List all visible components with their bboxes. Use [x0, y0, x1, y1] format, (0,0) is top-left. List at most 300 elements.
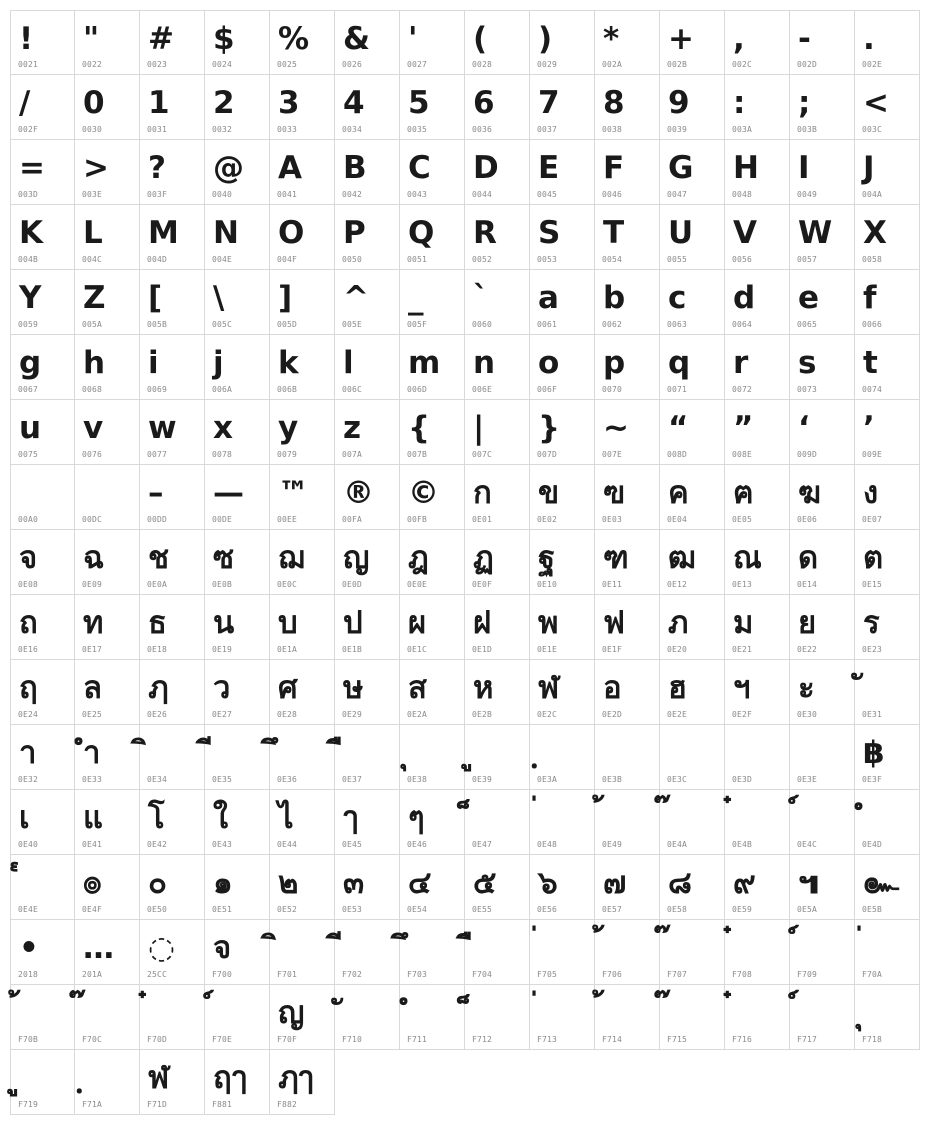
- glyph-cell: [530, 595, 595, 660]
- glyph-codepoint-label: F712: [472, 1035, 493, 1044]
- glyph-sample: p: [603, 345, 626, 381]
- glyph-codepoint-label: 0E02: [537, 515, 558, 524]
- glyph-sample: ะ: [798, 670, 815, 706]
- glyph-sample: ญ: [278, 995, 305, 1031]
- glyph-sample: ฆ: [798, 475, 822, 511]
- glyph-cell: [855, 270, 920, 335]
- glyph-codepoint-label: 004C: [82, 255, 103, 264]
- glyph-codepoint-label: 002C: [732, 60, 753, 69]
- glyph-cell: [335, 400, 400, 465]
- glyph-sample: 4: [343, 85, 365, 121]
- glyph-sample: ": [83, 21, 100, 57]
- glyph-codepoint-label: 0068: [82, 385, 103, 394]
- glyph-sample: P: [343, 215, 366, 251]
- glyph-cell: [530, 855, 595, 920]
- glyph-codepoint-label: 006F: [537, 385, 558, 394]
- glyph-codepoint-label: 0021: [18, 60, 39, 69]
- glyph-codepoint-label: F715: [667, 1035, 688, 1044]
- glyph-sample: ฿: [863, 735, 885, 771]
- glyph-sample: “: [668, 410, 689, 446]
- glyph-cell: [465, 530, 530, 595]
- glyph-codepoint-label: 004D: [147, 255, 168, 264]
- glyph-codepoint-label: F719: [18, 1100, 39, 1109]
- glyph-cell: [790, 660, 855, 725]
- glyph-cell: [595, 10, 660, 75]
- glyph-cell: [530, 530, 595, 595]
- glyph-cell: [530, 10, 595, 75]
- glyph-cell: [530, 660, 595, 725]
- glyph-codepoint-label: 0E3F: [862, 775, 883, 784]
- glyph-sample: ธ: [148, 605, 167, 641]
- glyph-sample: f: [863, 280, 877, 316]
- glyph-cell: [400, 205, 465, 270]
- glyph-sample: ◌: [148, 930, 176, 966]
- glyph-cell: [205, 855, 270, 920]
- glyph-sample: J: [863, 150, 875, 186]
- glyph-sample: ฉ: [83, 540, 105, 576]
- glyph-codepoint-label: F882: [277, 1100, 298, 1109]
- glyph-sample: A: [278, 150, 302, 186]
- glyph-codepoint-label: 002A: [602, 60, 623, 69]
- glyph-cell: [75, 595, 140, 660]
- glyph-codepoint-label: 004F: [277, 255, 298, 264]
- glyph-cell: [270, 725, 335, 790]
- glyph-cell: [725, 465, 790, 530]
- glyph-sample: —: [213, 475, 244, 511]
- glyph-sample: ซ: [213, 540, 235, 576]
- glyph-codepoint-label: F711: [407, 1035, 428, 1044]
- glyph-cell: [400, 140, 465, 205]
- glyph-cell: [140, 400, 205, 465]
- glyph-cell: [530, 725, 595, 790]
- glyph-codepoint-label: 0E04: [667, 515, 688, 524]
- glyph-cell: [205, 790, 270, 855]
- glyph-codepoint-label: 0025: [277, 60, 298, 69]
- glyph-cell: [660, 595, 725, 660]
- glyph-codepoint-label: 002B: [667, 60, 688, 69]
- glyph-sample: ฑ: [603, 540, 629, 576]
- glyph-sample: ช: [148, 540, 170, 576]
- glyph-codepoint-label: 006E: [472, 385, 493, 394]
- glyph-cell: [205, 725, 270, 790]
- glyph-codepoint-label: 0E34: [147, 775, 168, 784]
- glyph-cell: [660, 660, 725, 725]
- glyph-cell: [855, 400, 920, 465]
- glyph-codepoint-label: 0E5A: [797, 905, 818, 914]
- glyph-codepoint-label: F881: [212, 1100, 233, 1109]
- glyph-cell: [270, 660, 335, 725]
- glyph-cell: [660, 75, 725, 140]
- glyph-cell: [595, 75, 660, 140]
- glyph-sample: ’: [863, 410, 875, 446]
- glyph-cell: [465, 205, 530, 270]
- glyph-codepoint-label: 0E4A: [667, 840, 688, 849]
- glyph-codepoint-label: 005B: [147, 320, 168, 329]
- glyph-cell: [10, 335, 75, 400]
- glyph-sample: โ: [148, 800, 165, 836]
- glyph-sample: Z: [83, 280, 106, 316]
- glyph-sample: 8: [603, 85, 625, 121]
- glyph-sample: ด: [798, 540, 819, 576]
- glyph-codepoint-label: 0E22: [797, 645, 818, 654]
- glyph-cell: [10, 465, 75, 530]
- glyph-sample: ~: [603, 410, 629, 446]
- glyph-sample: |: [473, 410, 485, 446]
- glyph-codepoint-label: 008E: [732, 450, 753, 459]
- glyph-cell: [10, 140, 75, 205]
- glyph-codepoint-label: F71A: [82, 1100, 103, 1109]
- glyph-cell: [465, 465, 530, 530]
- glyph-cell: [465, 725, 530, 790]
- glyph-sample: o: [538, 345, 560, 381]
- glyph-codepoint-label: 0E54: [407, 905, 428, 914]
- glyph-cell: [660, 920, 725, 985]
- glyph-sample: ๚: [798, 865, 820, 901]
- glyph-cell: [270, 1050, 335, 1115]
- glyph-cell: [75, 10, 140, 75]
- glyph-sample: ๏: [83, 865, 102, 901]
- glyph-codepoint-label: 0069: [147, 385, 168, 394]
- glyph-cell: [725, 140, 790, 205]
- glyph-sample: i: [148, 345, 159, 381]
- glyph-sample: ๐: [148, 865, 167, 901]
- glyph-sample: ]: [278, 280, 293, 316]
- glyph-cell: [790, 205, 855, 270]
- glyph-sample: t: [863, 345, 878, 381]
- glyph-sample: ำ: [83, 735, 101, 771]
- glyph-codepoint-label: 0E2B: [472, 710, 493, 719]
- glyph-codepoint-label: 004E: [212, 255, 233, 264]
- glyph-codepoint-label: 0E08: [18, 580, 39, 589]
- glyph-sample: 7: [538, 85, 560, 121]
- glyph-codepoint-label: 0E40: [18, 840, 39, 849]
- glyph-sample: พ: [538, 605, 559, 641]
- glyph-cell: [140, 985, 205, 1050]
- glyph-cell: [400, 335, 465, 400]
- glyph-sample: ฌ: [278, 540, 305, 576]
- glyph-sample: G: [668, 150, 694, 186]
- glyph-cell: [75, 920, 140, 985]
- glyph-cell: [595, 335, 660, 400]
- glyph-sample: F: [603, 150, 625, 186]
- glyph-codepoint-label: F705: [537, 970, 558, 979]
- glyph-codepoint-label: 0051: [407, 255, 428, 264]
- glyph-codepoint-label: 0E51: [212, 905, 233, 914]
- glyph-codepoint-label: 0E55: [472, 905, 493, 914]
- glyph-codepoint-label: 004A: [862, 190, 883, 199]
- glyph-cell: [595, 205, 660, 270]
- glyph-codepoint-label: 0E50: [147, 905, 168, 914]
- glyph-codepoint-label: F718: [862, 1035, 883, 1044]
- glyph-cell: [335, 790, 400, 855]
- glyph-codepoint-label: 0042: [342, 190, 363, 199]
- glyph-cell: [465, 920, 530, 985]
- glyph-cell: [335, 10, 400, 75]
- glyph-sample: ล: [83, 670, 102, 706]
- glyph-sample: e: [798, 280, 820, 316]
- glyph-cell: [595, 530, 660, 595]
- glyph-cell: [335, 205, 400, 270]
- glyph-codepoint-label: 0077: [147, 450, 168, 459]
- glyph-cell: [660, 335, 725, 400]
- glyph-codepoint-label: F70A: [862, 970, 883, 979]
- glyph-sample: O: [278, 215, 305, 251]
- glyph-sample: h: [83, 345, 106, 381]
- glyph-sample: ผ: [408, 605, 427, 641]
- glyph-codepoint-label: 0E1A: [277, 645, 298, 654]
- glyph-cell: [725, 985, 790, 1050]
- glyph-cell: [205, 465, 270, 530]
- glyph-cell: [400, 985, 465, 1050]
- glyph-cell: [10, 790, 75, 855]
- glyph-codepoint-label: 004B: [18, 255, 39, 264]
- glyph-sample: #: [148, 21, 174, 57]
- glyph-sample: จ: [213, 930, 232, 966]
- glyph-cell: [270, 595, 335, 660]
- glyph-sample: }: [538, 410, 561, 446]
- glyph-codepoint-label: 0E03: [602, 515, 623, 524]
- glyph-sample: 3: [278, 85, 300, 121]
- glyph-cell: [205, 270, 270, 335]
- glyph-cell: [660, 10, 725, 75]
- glyph-cell: [400, 10, 465, 75]
- glyph-cell: [530, 920, 595, 985]
- glyph-cell: [725, 205, 790, 270]
- glyph-codepoint-label: F716: [732, 1035, 753, 1044]
- glyph-codepoint-label: 003D: [18, 190, 39, 199]
- glyph-codepoint-label: 00EE: [277, 515, 298, 524]
- glyph-cell: [400, 465, 465, 530]
- glyph-codepoint-label: 0071: [667, 385, 688, 394]
- glyph-codepoint-label: 005A: [82, 320, 103, 329]
- glyph-sample: ว: [213, 670, 231, 706]
- glyph-cell: [75, 855, 140, 920]
- glyph-sample: 0: [83, 85, 105, 121]
- glyph-cell: [205, 595, 270, 660]
- glyph-cell: [790, 140, 855, 205]
- glyph-codepoint-label: 007E: [602, 450, 623, 459]
- glyph-codepoint-label: 0045: [537, 190, 558, 199]
- glyph-sample: s: [798, 345, 817, 381]
- glyph-codepoint-label: 0E2F: [732, 710, 753, 719]
- glyph-cell: [790, 920, 855, 985]
- glyph-codepoint-label: 0E49: [602, 840, 623, 849]
- glyph-cell: [855, 465, 920, 530]
- glyph-sample: ;: [798, 85, 811, 121]
- glyph-sample: เ: [19, 800, 30, 836]
- glyph-codepoint-label: 0050: [342, 255, 363, 264]
- glyph-cell: [465, 140, 530, 205]
- glyph-cell: [205, 10, 270, 75]
- glyph-sample: ง: [863, 475, 879, 511]
- glyph-codepoint-label: 00FA: [342, 515, 363, 524]
- glyph-codepoint-label: F70F: [277, 1035, 298, 1044]
- glyph-codepoint-label: 0026: [342, 60, 363, 69]
- glyph-codepoint-label: 0E30: [797, 710, 818, 719]
- glyph-cell: [75, 465, 140, 530]
- glyph-codepoint-label: 0E17: [82, 645, 103, 654]
- glyph-sample: ฮ: [668, 670, 687, 706]
- glyph-cell: [140, 205, 205, 270]
- glyph-codepoint-label: 0055: [667, 255, 688, 264]
- glyph-codepoint-label: F70B: [18, 1035, 39, 1044]
- glyph-cell: [465, 985, 530, 1050]
- glyph-sample: ๆ: [408, 800, 425, 836]
- glyph-codepoint-label: F702: [342, 970, 363, 979]
- glyph-sample: M: [148, 215, 179, 251]
- glyph-sample: น: [213, 605, 235, 641]
- glyph-cell: [855, 75, 920, 140]
- glyph-cell: [140, 1050, 205, 1115]
- glyph-cell: [270, 75, 335, 140]
- glyph-codepoint-label: 005F: [407, 320, 428, 329]
- glyph-cell: [75, 1050, 140, 1115]
- glyph-sample: n: [473, 345, 496, 381]
- glyph-cell: [855, 205, 920, 270]
- glyph-codepoint-label: 005C: [212, 320, 233, 329]
- glyph-cell: [205, 335, 270, 400]
- glyph-cell: [855, 920, 920, 985]
- glyph-sample: ย: [798, 605, 817, 641]
- glyph-sample: แ: [83, 800, 103, 836]
- glyph-codepoint-label: 0E15: [862, 580, 883, 589]
- glyph-cell: [400, 530, 465, 595]
- glyph-cell: [595, 855, 660, 920]
- glyph-cell: [400, 725, 465, 790]
- glyph-codepoint-label: 007B: [407, 450, 428, 459]
- glyph-codepoint-label: 0E52: [277, 905, 298, 914]
- glyph-cell: [400, 400, 465, 465]
- glyph-codepoint-label: 0E2C: [537, 710, 558, 719]
- glyph-codepoint-label: 0041: [277, 190, 298, 199]
- glyph-sample: Q: [408, 215, 435, 251]
- glyph-cell: [595, 985, 660, 1050]
- glyph-cell: [10, 660, 75, 725]
- glyph-sample: @: [213, 150, 244, 186]
- glyph-sample: U: [668, 215, 694, 251]
- glyph-codepoint-label: 0035: [407, 125, 428, 134]
- glyph-sample: –: [148, 475, 164, 511]
- glyph-cell: [660, 985, 725, 1050]
- glyph-cell: [855, 10, 920, 75]
- glyph-sample: ข: [538, 475, 560, 511]
- glyph-sample: ณ: [733, 540, 762, 576]
- glyph-cell: [465, 855, 530, 920]
- glyph-codepoint-label: 0048: [732, 190, 753, 199]
- glyph-cell: [400, 920, 465, 985]
- glyph-cell: [270, 205, 335, 270]
- glyph-sample: j: [213, 345, 224, 381]
- glyph-cell: [335, 530, 400, 595]
- glyph-sample: ฟ: [603, 605, 625, 641]
- glyph-codepoint-label: 201A: [82, 970, 103, 979]
- glyph-sample: ?: [148, 150, 166, 186]
- glyph-sample: ®: [343, 475, 374, 511]
- glyph-sample: `: [473, 280, 489, 316]
- glyph-cell: [530, 270, 595, 335]
- glyph-sample: •: [19, 930, 39, 966]
- glyph-codepoint-label: 0056: [732, 255, 753, 264]
- glyph-codepoint-label: F717: [797, 1035, 818, 1044]
- glyph-cell: [205, 985, 270, 1050]
- glyph-codepoint-label: 003C: [862, 125, 883, 134]
- glyph-codepoint-label: F71D: [147, 1100, 168, 1109]
- glyph-cell: [140, 660, 205, 725]
- glyph-cell: [725, 855, 790, 920]
- glyph-codepoint-label: F703: [407, 970, 428, 979]
- glyph-codepoint-label: 0E09: [82, 580, 103, 589]
- glyph-cell: [335, 335, 400, 400]
- glyph-sample: 6: [473, 85, 495, 121]
- glyph-cell: [205, 660, 270, 725]
- glyph-codepoint-label: 0E12: [667, 580, 688, 589]
- glyph-codepoint-label: 0E39: [472, 775, 493, 784]
- glyph-codepoint-label: 003B: [797, 125, 818, 134]
- glyph-cell: [660, 205, 725, 270]
- glyph-sample: &: [343, 21, 371, 57]
- glyph-codepoint-label: 0E1B: [342, 645, 363, 654]
- glyph-cell: [725, 660, 790, 725]
- glyph-sample: ‘: [798, 410, 810, 446]
- glyph-cell: [790, 595, 855, 660]
- glyph-codepoint-label: 0E07: [862, 515, 883, 524]
- glyph-sample: >: [83, 150, 109, 186]
- glyph-codepoint-label: 0E3B: [602, 775, 623, 784]
- glyph-codepoint-label: 0028: [472, 60, 493, 69]
- glyph-cell: [75, 140, 140, 205]
- glyph-cell: [530, 75, 595, 140]
- glyph-sample: ก: [473, 475, 492, 511]
- glyph-cell: [205, 205, 270, 270]
- glyph-codepoint-label: 0E44: [277, 840, 298, 849]
- glyph-sample: ๖: [538, 865, 558, 901]
- glyph-sample: R: [473, 215, 497, 251]
- glyph-codepoint-label: 0E47: [472, 840, 493, 849]
- glyph-codepoint-label: 0073: [797, 385, 818, 394]
- glyph-codepoint-label: 008D: [667, 450, 688, 459]
- glyph-cell: [75, 725, 140, 790]
- glyph-cell: [335, 855, 400, 920]
- glyph-codepoint-label: 006C: [342, 385, 363, 394]
- glyph-codepoint-label: 007C: [472, 450, 493, 459]
- glyph-cell: [205, 75, 270, 140]
- glyph-cell: [660, 140, 725, 205]
- glyph-codepoint-label: 005E: [342, 320, 363, 329]
- glyph-cell: [855, 725, 920, 790]
- glyph-codepoint-label: 0E33: [82, 775, 103, 784]
- glyph-codepoint-label: F713: [537, 1035, 558, 1044]
- glyph-codepoint-label: 00DC: [82, 515, 103, 524]
- glyph-cell: [140, 725, 205, 790]
- glyph-cell: [530, 335, 595, 400]
- glyph-codepoint-label: 0054: [602, 255, 623, 264]
- glyph-sample: ม: [733, 605, 754, 641]
- glyph-sample: ๔: [408, 865, 432, 901]
- glyph-sample: ๛: [863, 865, 899, 901]
- glyph-sample: [: [148, 280, 163, 316]
- glyph-sample: v: [83, 410, 104, 446]
- glyph-sample: ฦๅ: [278, 1060, 314, 1096]
- glyph-sample: ^: [343, 280, 369, 316]
- glyph-cell: [335, 75, 400, 140]
- glyph-codepoint-label: 002E: [862, 60, 883, 69]
- glyph-sample: ฤ: [19, 670, 38, 706]
- glyph-cell: [595, 140, 660, 205]
- glyph-sample: y: [278, 410, 299, 446]
- glyph-sample: C: [408, 150, 431, 186]
- glyph-codepoint-label: 0031: [147, 125, 168, 134]
- glyph-codepoint-label: 0E41: [82, 840, 103, 849]
